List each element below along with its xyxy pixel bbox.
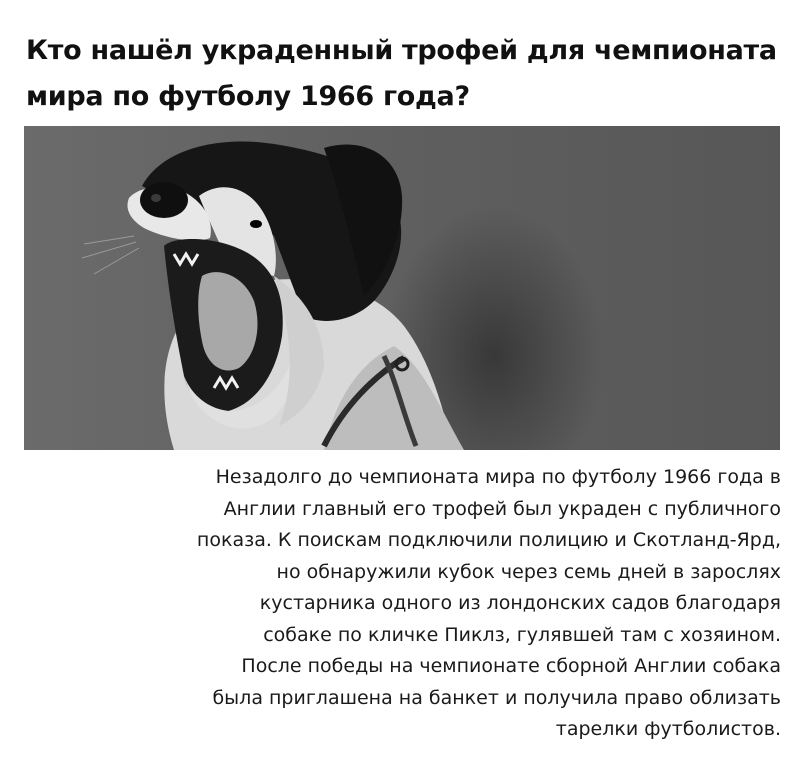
article-title: [26, 28, 786, 120]
body-line-1: Незадолго до чемпионата мира по футболу 1966 года в: [215, 466, 781, 488]
body-line-8: была приглашена на банкет и получила право облизать: [212, 686, 781, 709]
body-line-6: собаке по кличке Пиклз, гулявшей там с хозяином.: [263, 623, 781, 646]
dog-photo: [24, 126, 780, 450]
body-line-5: кустарника одного из лондонских садов благодаря: [259, 592, 781, 614]
title-line-1: Кто нашёл украденный трофей для чемпионата: [26, 35, 777, 66]
title-line-2: мира по футболу 1966 года?: [26, 81, 470, 112]
dog-illustration: [24, 126, 780, 450]
body-line-3: показа. К поискам подключили полицию и Скотланд-Ярд,: [196, 529, 781, 551]
body-line-7: После победы на чемпионате сборной Англии собака: [241, 655, 781, 677]
body-line-4: но обнаружили кубок через семь дней в зарослях: [276, 560, 781, 583]
body-line-2: Англии главный его трофей был украден с публичного: [223, 497, 781, 520]
body-line-9: тарелки футболистов.: [555, 718, 781, 740]
article-body: [21, 462, 781, 746]
